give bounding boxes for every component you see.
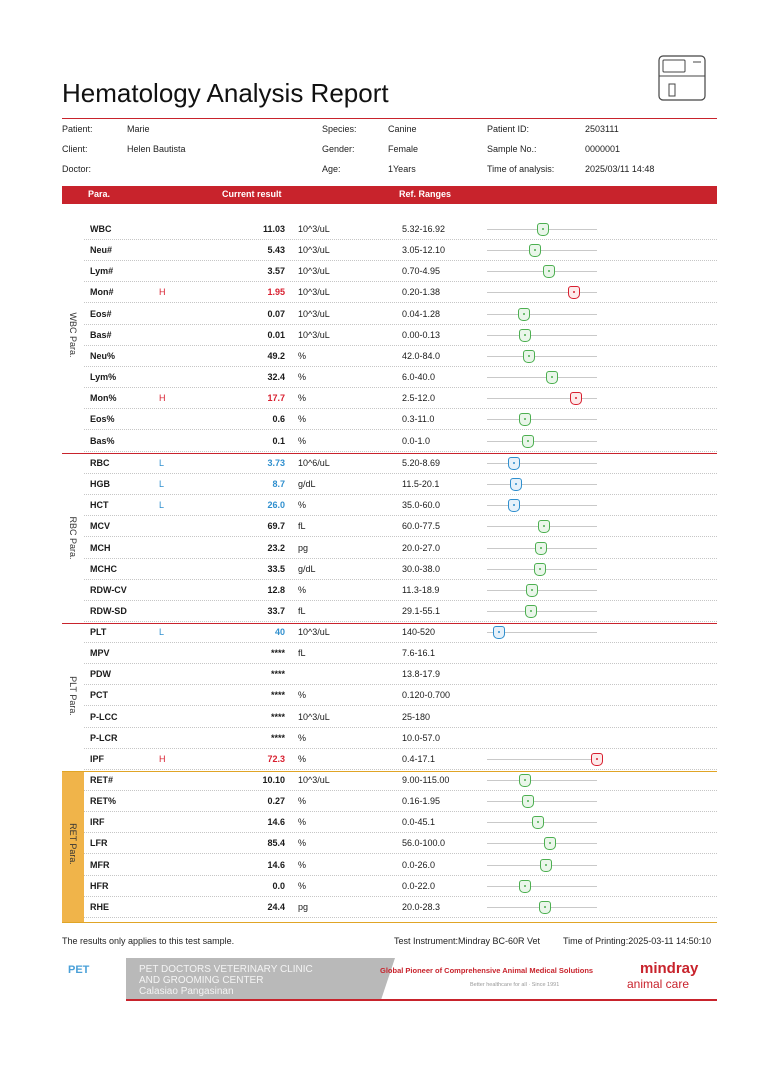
header-ref-ranges: Ref. Ranges [399,189,452,199]
result-value: 8.7 [272,479,285,490]
ref-range: 0.0-22.0 [402,880,436,891]
table-bottom-line [62,922,717,923]
param-name: RDW-CV [90,584,127,595]
unit: % [298,393,307,404]
ref-range: 5.20-8.69 [402,458,441,468]
ref-range: 0.3-11.0 [402,414,435,425]
result-value: 3.73 [267,458,285,468]
result-value: 49.2 [267,350,285,361]
table-row [62,664,717,685]
result-value: 17.7 [267,393,285,404]
flag: L [159,479,165,490]
range-track [487,463,597,464]
clinic-line-2: AND GROOMING CENTER [139,975,264,986]
result-value: 5.43 [267,245,285,256]
table-row [62,240,717,261]
ref-range: 9.00-115.00 [402,775,450,785]
table-row [62,855,717,876]
gender-label: Gender: [322,144,355,154]
table-row [62,622,717,643]
table-row [62,728,717,749]
ref-range: 5.32-16.92 [402,224,446,234]
unit: % [298,817,307,828]
unit: 10^3/uL [298,287,330,298]
range-marker [546,371,558,384]
ref-range: 29.1-55.1 [402,606,441,617]
ref-range: 56.0-100.0 [402,838,446,849]
footer-banner [62,958,717,1000]
param-name: IRF [90,817,105,828]
table-row [62,876,717,897]
range-track [487,611,597,612]
result-value: **** [270,648,285,659]
ref-range: 0.0-26.0 [402,859,436,870]
client-label: Client: [62,144,88,154]
species-value: Canine [388,124,417,134]
print-time: Time of Printing:2025-03-11 14:50:10 [563,936,712,946]
result-value: **** [270,690,285,701]
result-value: 0.0 [272,880,285,891]
range-marker [537,223,549,236]
banner-slant [381,958,395,1000]
table-row [62,643,717,664]
range-marker [591,753,603,766]
range-marker [568,286,580,299]
flag: L [159,627,165,637]
table-row [62,219,717,240]
table-row [62,707,717,728]
flag: L [159,458,165,468]
unit: 10^3/uL [298,329,330,340]
report-title: Hematology Analysis Report [62,78,389,108]
range-track [487,843,597,844]
table-row [62,367,717,388]
table-row [62,409,717,430]
param-name: P-LCC [90,711,118,722]
table-row [62,516,717,537]
range-track [487,441,597,442]
result-value: **** [270,732,285,743]
unit: 10^3/uL [298,308,330,319]
unit: % [298,859,307,870]
unit: % [298,880,307,891]
group-label: PLT Para. [68,676,78,716]
species-label: Species: [322,124,357,134]
ref-range: 30.0-38.0 [402,563,441,574]
ref-range: 42.0-84.0 [402,350,441,361]
result-value: 0.07 [267,308,285,319]
ref-range: 20.0-28.3 [402,901,441,912]
param-name: Mon% [90,393,117,404]
pet-logo-text: PET [68,964,90,976]
range-marker [523,350,535,363]
range-marker [538,520,550,533]
ref-range: 7.6-16.1 [402,648,436,659]
result-value: 40 [274,627,285,637]
range-marker [519,329,531,342]
result-value: 12.8 [267,584,285,595]
param-name: IPF [90,753,105,764]
ref-range: 0.120-0.700 [402,690,451,701]
param-name: PDW [90,669,111,680]
range-track [487,292,597,293]
group-label: RBC Para. [68,516,78,560]
range-track [487,356,597,357]
table-row [62,304,717,325]
range-marker [526,584,538,597]
param-name: LFR [90,838,108,849]
result-value: 0.01 [267,329,285,340]
ref-range: 60.0-77.5 [402,521,441,532]
ref-range: 13.8-17.9 [402,669,441,680]
analysis-time-label: Time of analysis: [487,164,555,174]
range-marker [519,880,531,893]
unit: 10^3/uL [298,775,330,785]
param-name: PCT [90,690,108,701]
param-name: PLT [90,627,107,637]
table-row [62,431,717,452]
param-name: Neu# [90,245,113,256]
header-para: Para. [88,189,111,199]
range-marker [508,499,520,512]
result-value: 10.10 [262,775,285,785]
table-row [62,770,717,791]
param-name: Eos# [90,308,112,319]
analysis-time-value: 2025/03/11 14:48 [585,164,655,174]
flag: L [159,500,165,511]
param-name: Neu% [90,350,116,361]
ref-range: 3.05-12.10 [402,245,446,256]
param-name: Mon# [90,287,114,298]
range-marker [543,265,555,278]
param-name: Bas# [90,329,112,340]
result-value: **** [270,711,285,722]
range-track [487,377,597,378]
param-name: RDW-SD [90,606,127,617]
analyzer-device-icon [653,52,713,104]
unit: % [298,372,307,383]
sample-no-value: 0000001 [585,144,621,154]
table-row [62,346,717,367]
unit: 10^6/uL [298,458,330,468]
unit: % [298,500,307,511]
unit: g/dL [298,563,316,574]
group-label: RET Para. [68,823,78,865]
param-name: HFR [90,880,109,891]
result-value: 33.5 [267,563,285,574]
unit: % [298,838,307,849]
title-underline [62,118,717,119]
range-track [487,250,597,251]
param-name: MCH [90,542,111,553]
result-value: 11.03 [262,224,285,234]
unit: % [298,435,307,446]
result-value: 1.95 [267,287,285,298]
param-name: RET# [90,775,114,785]
range-track [487,419,597,420]
result-value: 72.3 [267,753,285,764]
unit: % [298,796,307,807]
result-value: **** [270,669,285,680]
mindray-subtag: Better healthcare for all · Since 1991 [470,982,560,988]
param-name: HGB [90,479,110,490]
table-row [62,685,717,706]
table-row [62,580,717,601]
flag: H [159,393,166,404]
age-value: 1Years [388,164,416,174]
param-name: RET% [90,796,117,807]
param-name: MFR [90,859,110,870]
unit: % [298,753,307,764]
table-row [62,897,717,918]
range-track [487,759,597,760]
table-row [62,538,717,559]
range-marker [522,795,534,808]
param-name: RHE [90,901,110,912]
table-row [62,261,717,282]
result-value: 26.0 [267,500,285,511]
unit: % [298,350,307,361]
result-value: 0.1 [272,435,285,446]
param-name: Eos% [90,414,115,425]
unit: g/dL [298,479,316,490]
table-row [62,282,717,303]
table-row [62,453,717,474]
mindray-brand: mindray [640,960,699,977]
ref-range: 11.3-18.9 [402,584,440,595]
range-track [487,801,597,802]
sample-no-label: Sample No.: [487,144,537,154]
unit: % [298,732,307,743]
ref-range: 10.0-57.0 [402,732,441,743]
range-track [487,335,597,336]
ref-range: 35.0-60.0 [402,500,441,511]
result-value: 85.4 [267,838,285,849]
header-current-result: Current result [222,189,282,199]
param-name: Lym# [90,266,114,277]
table-row [62,833,717,854]
ref-range: 25-180 [402,711,431,722]
ref-range: 0.20-1.38 [402,287,441,298]
ref-range: 0.00-0.13 [402,329,441,340]
unit: 10^3/uL [298,627,330,637]
result-value: 33.7 [267,606,285,617]
clinic-line-3: Calasiao Pangasinan [139,986,234,997]
param-name: MCV [90,521,110,532]
unit: fL [298,521,306,532]
mindray-brand-sub: animal care [627,977,690,991]
table-row [62,812,717,833]
ref-range: 0.04-1.28 [402,308,441,319]
unit: fL [298,648,306,659]
unit: % [298,690,307,701]
param-name: Bas% [90,435,115,446]
ref-range: 140-520 [402,627,436,637]
range-marker [525,605,537,618]
table-row [62,601,717,622]
unit: 10^3/uL [298,711,330,722]
table-row [62,791,717,812]
range-marker [544,837,556,850]
patient-value: Marie [127,124,150,134]
ref-range: 0.16-1.95 [402,796,441,807]
range-track [487,484,597,485]
result-value: 23.2 [267,542,285,553]
clinic-name-block [126,958,381,1000]
patient-id-label: Patient ID: [487,124,530,134]
range-marker [508,457,520,470]
ref-range: 6.0-40.0 [402,372,436,383]
ref-range: 11.5-20.1 [402,479,440,490]
test-instrument: Test Instrument:Mindray BC-60R Vet [394,936,541,946]
range-track [487,314,597,315]
unit: 10^3/uL [298,266,330,277]
range-marker [529,244,541,257]
range-marker [519,774,531,787]
range-track [487,780,597,781]
unit: % [298,414,307,425]
gender-value: Female [388,144,419,154]
table-header [62,186,717,204]
param-name: HCT [90,500,109,511]
result-value: 69.7 [267,521,285,532]
ref-range: 0.0-45.1 [402,817,436,828]
result-value: 14.6 [267,859,285,870]
ref-range: 0.0-1.0 [402,435,431,446]
clinic-logo [62,958,122,1000]
table-row [62,495,717,516]
table-row [62,474,717,495]
unit: 10^3/uL [298,224,330,234]
param-name: WBC [90,224,112,234]
patient-label: Patient: [62,124,93,134]
ref-range: 20.0-27.0 [402,542,441,553]
group-label: WBC Para. [68,312,78,358]
table-row [62,388,717,409]
range-marker [570,392,582,405]
range-track [487,886,597,887]
table-row [62,325,717,346]
range-marker [518,308,530,321]
param-name: RBC [90,458,110,468]
age-label: Age: [322,164,341,174]
flag: H [159,287,166,298]
client-value: Helen Bautista [127,144,186,154]
result-value: 0.6 [272,414,285,425]
unit: % [298,584,307,595]
range-marker [522,435,534,448]
table-row [62,749,717,770]
range-marker [540,859,552,872]
result-value: 24.4 [267,901,285,912]
table-row [62,559,717,580]
param-name: Lym% [90,372,117,383]
unit: 10^3/uL [298,245,330,256]
result-value: 3.57 [267,266,285,277]
mindray-tagline: Global Pioneer of Comprehensive Animal Medical Solutions [380,966,594,975]
result-value: 14.6 [267,817,285,828]
ref-range: 2.5-12.0 [402,393,436,404]
range-marker [539,901,551,914]
range-marker [535,542,547,555]
banner-bottom-line [126,999,717,1001]
range-track [487,505,597,506]
range-marker [493,626,505,639]
patient-id-value: 2503111 [585,124,619,134]
unit: pg [298,901,309,912]
range-track [487,590,597,591]
param-name: MPV [90,648,110,659]
unit: pg [298,542,309,553]
disclaimer-note: The results only applies to this test sample. [62,936,235,946]
range-marker [534,563,546,576]
range-marker [532,816,544,829]
unit: fL [298,606,306,617]
range-marker [510,478,522,491]
range-marker [519,413,531,426]
result-value: 32.4 [267,372,285,383]
ref-range: 0.4-17.1 [402,753,436,764]
param-name: P-LCR [90,732,118,743]
param-name: MCHC [90,563,117,574]
result-value: 0.27 [267,796,285,807]
flag: H [159,753,166,764]
ref-range: 0.70-4.95 [402,266,441,277]
clinic-line-1: PET DOCTORS VETERINARY CLINIC [139,964,313,975]
doctor-label: Doctor: [62,164,92,174]
